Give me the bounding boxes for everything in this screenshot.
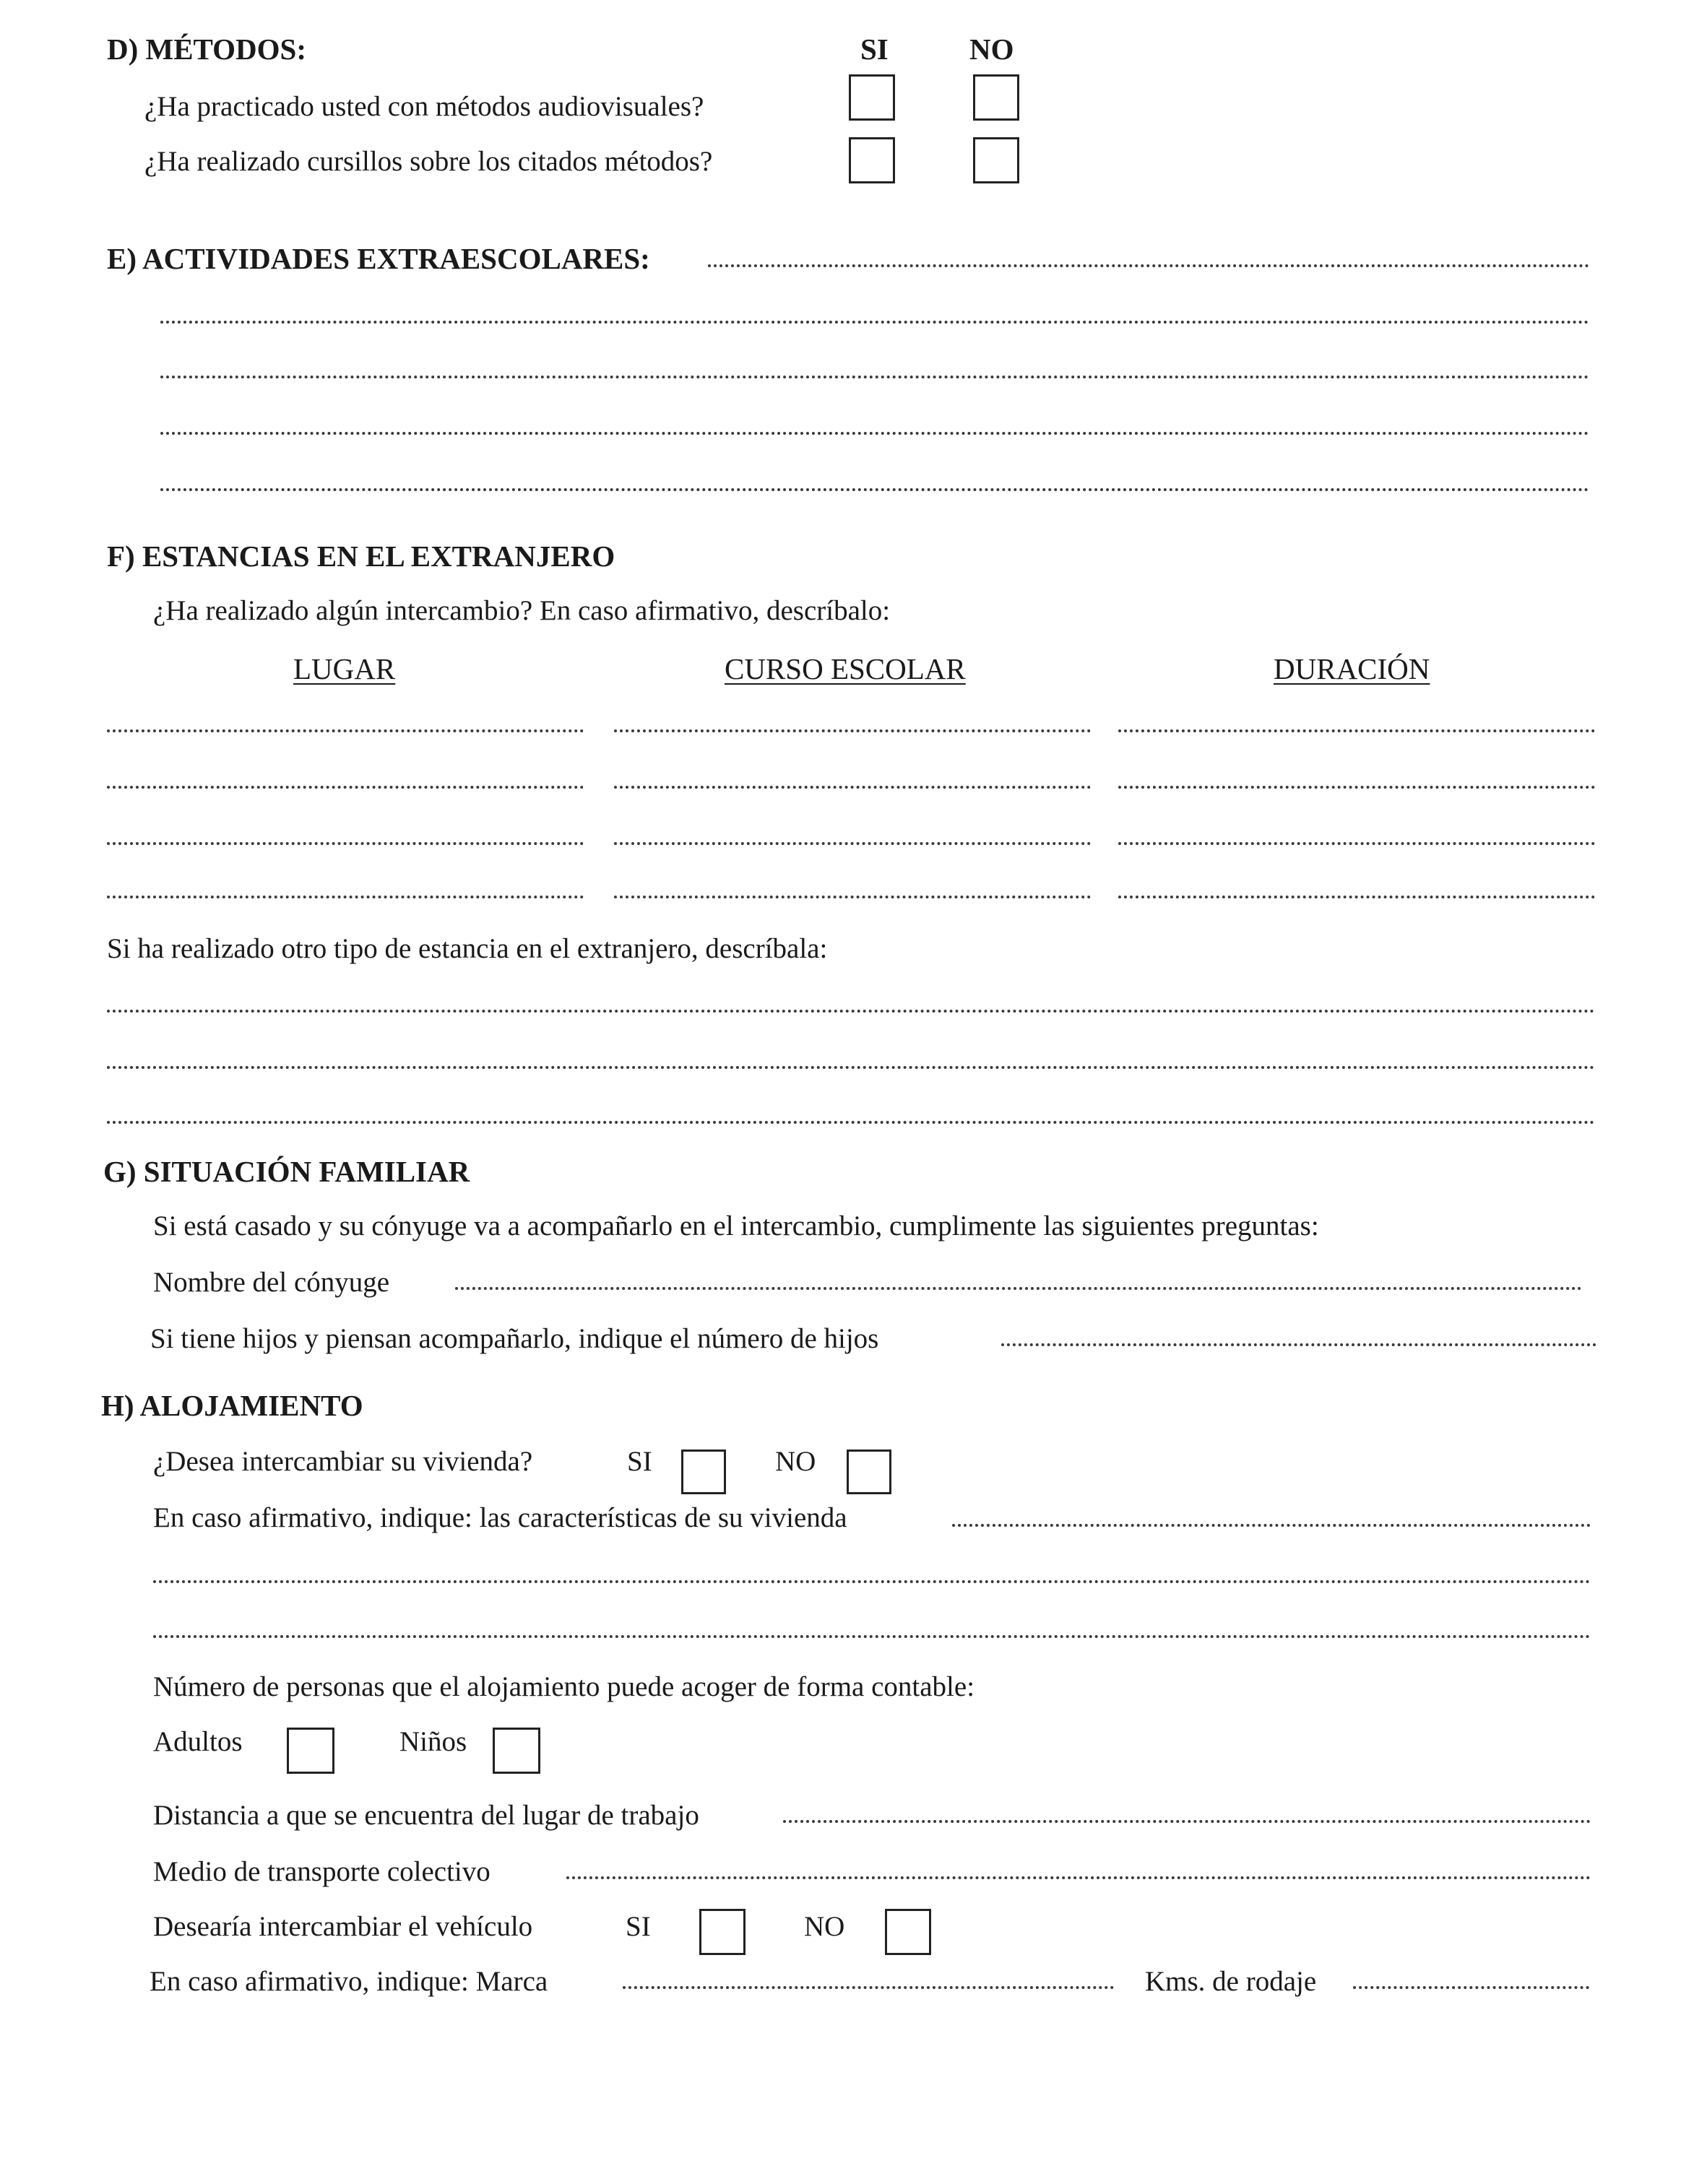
vehicle-exchange-question: Desearía intercambiar el vehículo [153,1911,533,1942]
children-label: Niños [399,1726,467,1757]
spouse-name-line[interactable] [455,1287,1582,1290]
transport-label: Medio de transporte colectivo [153,1856,491,1887]
school-year-line-3[interactable] [614,842,1091,845]
section-d-title: D) MÉTODOS: [107,32,307,66]
other-stay-line-2[interactable] [107,1066,1595,1069]
home-exchange-question: ¿Desea intercambiar su vivienda? [153,1446,533,1477]
methods-q1-yes-checkbox[interactable] [849,74,895,121]
children-count-box[interactable] [493,1728,540,1774]
section-e-title: E) ACTIVIDADES EXTRAESCOLARES: [107,242,650,275]
duration-line-4[interactable] [1118,896,1595,898]
duration-line-2[interactable] [1118,786,1595,789]
activities-line-2[interactable] [160,321,1589,324]
family-intro: Si está casado y su cónyuge va a acompañarlo en el intercambio, cumplimente las siguientes preguntas: [153,1210,1319,1242]
place-line-1[interactable] [107,729,584,732]
capacity-label: Número de personas que el alojamiento puede acoger de forma contable: [153,1671,975,1702]
column-header-school-year: CURSO ESCOLAR [725,652,966,685]
adults-label: Adultos [153,1726,243,1757]
other-stay-prompt: Si ha realizado otro tipo de estancia en el extranjero, descríbala: [107,933,828,964]
methods-q2-yes-checkbox[interactable] [849,137,895,183]
home-exchange-yes-label: SI [627,1446,652,1477]
methods-question-1: ¿Ha practicado usted con métodos audiovisuales? [144,91,704,122]
column-header-place: LUGAR [293,652,396,685]
home-characteristics-line-3[interactable] [153,1635,1591,1638]
home-exchange-no-checkbox[interactable] [847,1450,891,1494]
vehicle-exchange-yes-label: SI [626,1911,651,1942]
home-exchange-yes-checkbox[interactable] [681,1450,726,1494]
section-h-title: H) ALOJAMIENTO [101,1389,363,1422]
home-characteristics-label: En caso afirmativo, indique: las características de su vivienda [153,1502,847,1533]
activities-line-3[interactable] [160,376,1589,378]
distance-line[interactable] [783,1820,1591,1823]
methods-question-2: ¿Ha realizado cursillos sobre los citados métodos? [144,146,713,177]
children-count-label: Si tiene hijos y piensan acompañarlo, indique el número de hijos [150,1323,879,1354]
duration-line-1[interactable] [1118,729,1595,732]
school-year-line-2[interactable] [614,786,1091,789]
column-no-label: NO [969,32,1014,66]
school-year-line-1[interactable] [614,729,1091,732]
section-f-title: F) ESTANCIAS EN EL EXTRANJERO [107,540,615,573]
mileage-label: Kms. de rodaje [1145,1966,1317,1997]
vehicle-brand-label: En caso afirmativo, indique: Marca [150,1966,548,1997]
activities-line-5[interactable] [160,488,1589,491]
methods-q1-no-checkbox[interactable] [973,74,1019,121]
column-header-duration: DURACIÓN [1274,652,1430,685]
vehicle-exchange-yes-checkbox[interactable] [699,1909,746,1955]
vehicle-exchange-no-label: NO [804,1911,845,1942]
column-yes-label: SI [860,32,889,66]
transport-line[interactable] [566,1876,1591,1879]
mileage-line[interactable] [1353,1986,1589,1989]
adults-count-box[interactable] [287,1728,334,1774]
home-characteristics-line-2[interactable] [153,1580,1591,1583]
other-stay-line-1[interactable] [107,1010,1595,1013]
children-count-line[interactable] [1001,1343,1596,1346]
exchange-question: ¿Ha realizado algún intercambio? En caso afirmativo, descríbalo: [153,595,891,626]
duration-line-3[interactable] [1118,842,1595,845]
vehicle-exchange-no-checkbox[interactable] [885,1909,931,1955]
activities-line-1[interactable] [708,264,1589,267]
place-line-4[interactable] [107,896,584,898]
vehicle-brand-line[interactable] [623,1986,1114,1989]
home-characteristics-line-1[interactable] [952,1524,1591,1527]
activities-line-4[interactable] [160,432,1589,435]
distance-label: Distancia a que se encuentra del lugar de trabajo [153,1800,699,1831]
school-year-line-4[interactable] [614,896,1091,898]
methods-q2-no-checkbox[interactable] [973,137,1019,183]
spouse-name-label: Nombre del cónyuge [153,1267,390,1298]
place-line-2[interactable] [107,786,584,789]
other-stay-line-3[interactable] [107,1121,1595,1124]
section-g-title: G) SITUACIÓN FAMILIAR [103,1155,470,1188]
place-line-3[interactable] [107,842,584,845]
home-exchange-no-label: NO [775,1446,816,1477]
